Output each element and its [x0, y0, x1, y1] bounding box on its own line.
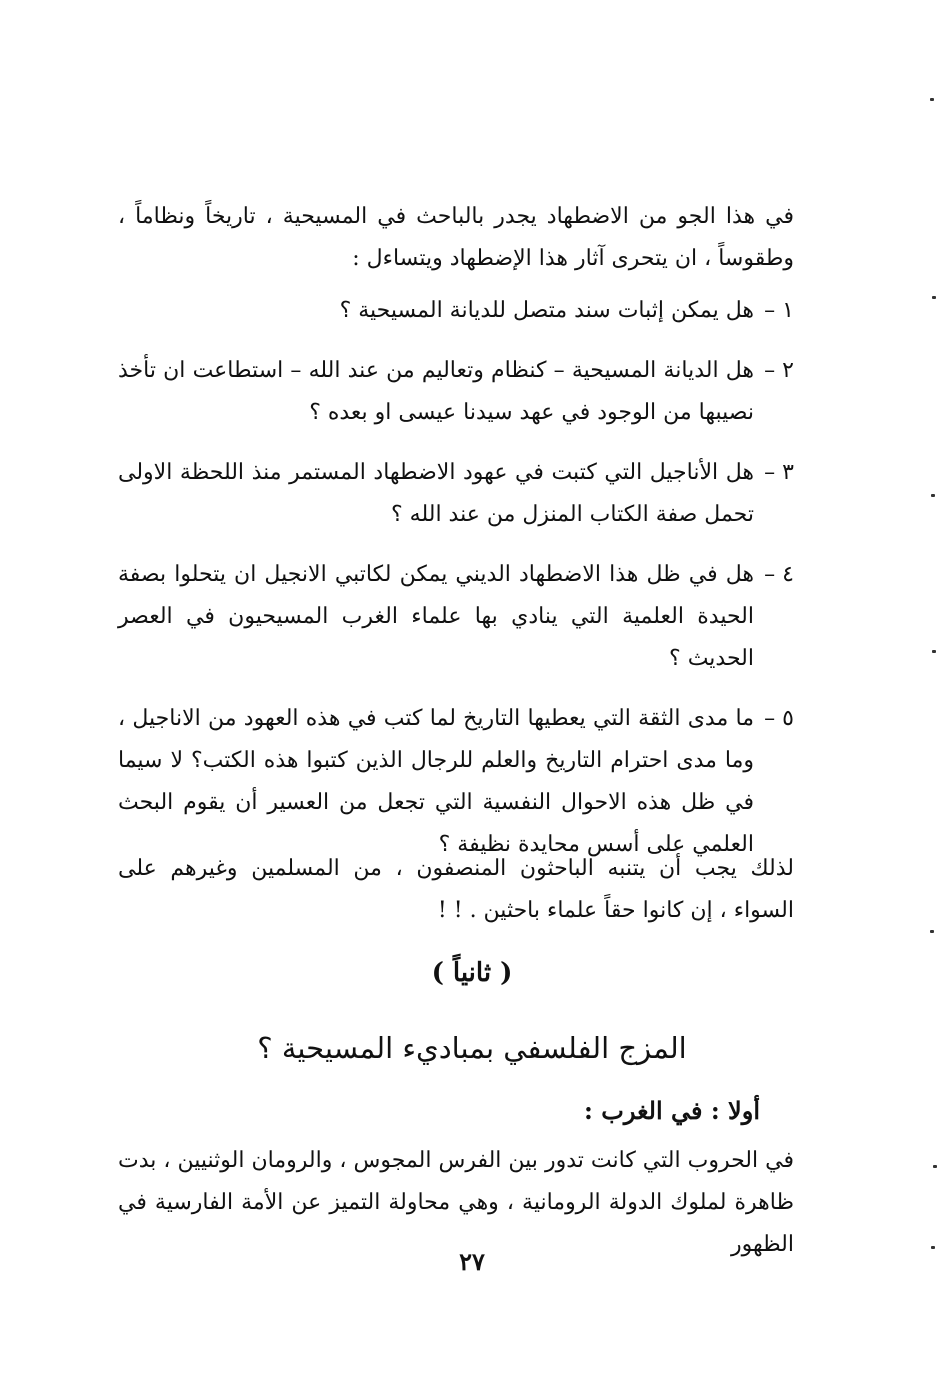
- question-text: هل في ظل هذا الاضطهاد الديني يمكن لكاتبي الانجيل ان يتحلوا بصفة الحيدة العلمية التي ينادي بها علماء الغرب المسيحيون في العصر الحديث ؟: [118, 562, 754, 671]
- section-title: المزج الفلسفي بمباديء المسيحية ؟: [257, 1031, 687, 1065]
- scan-speck: [930, 98, 934, 101]
- questions-list: [118, 290, 794, 884]
- question-item: [118, 350, 794, 434]
- question-item: [118, 698, 794, 866]
- scan-speck: [933, 1165, 937, 1168]
- scan-speck: [932, 296, 936, 299]
- scan-speck: [932, 650, 936, 653]
- scan-speck: [930, 930, 934, 933]
- page-number: ٢٧: [459, 1247, 485, 1276]
- question-item: [118, 290, 794, 332]
- subheading: أولا : في الغرب :: [584, 1096, 760, 1125]
- question-number: ٥ –: [764, 706, 794, 731]
- question-text: هل يمكن إثبات سند متصل للديانة المسيحية ؟: [339, 298, 754, 323]
- intro-paragraph: في هذا الجو من الاضطهاد يجدر بالباحث في المسيحية ، تاريخاً ونظاماً ، وطقوساً ، ان يتحرى آثار هذا الإضطهاد ويتساءل :: [118, 204, 794, 271]
- conclusion-paragraph: لذلك يجب أن يتنبه الباحثون المنصفون ، من المسلمين وغيرهم على السواء ، إن كانوا حقاً علماء باحثين . ! !: [118, 856, 794, 923]
- question-number: ٢ –: [764, 358, 794, 383]
- question-number: ٤ –: [764, 562, 794, 587]
- question-item: [118, 554, 794, 680]
- question-number: ١ –: [764, 298, 794, 323]
- scan-speck: [931, 1246, 935, 1249]
- section-label: ( ثانياً ): [431, 958, 513, 988]
- question-text: هل الديانة المسيحية – كنظام وتعاليم من عند الله – استطاعت ان تأخذ نصيبها من الوجود في عهد سيدنا عيسى او بعده ؟: [118, 358, 754, 425]
- question-number: ٣ –: [764, 460, 794, 485]
- question-text: هل الأناجيل التي كتبت في عهود الاضطهاد المستمر منذ اللحظة الاولى تحمل صفة الكتاب المنزل من عند الله ؟: [118, 460, 754, 527]
- closing-paragraph: في الحروب التي كانت تدور بين الفرس المجوس ، والرومان الوثنيين ، بدت ظاهرة لملوك الدولة الرومانية ، وهي محاولة التميز عن الأمة الفارسية في الظهور: [118, 1148, 794, 1257]
- question-text: ما مدى الثقة التي يعطيها التاريخ لما كتب في هذه العهود من الاناجيل ، وما مدى احترام التاريخ والعلم للرجال الذين كتبوا هذه الكتب؟ لا سيما في ظل هذه الاحوال النفسية التي تجعل من العسير أن يقوم البحث العلمي على أسس محايدة نظيفة ؟: [118, 706, 754, 857]
- question-item: [118, 452, 794, 536]
- scan-speck: [931, 494, 935, 497]
